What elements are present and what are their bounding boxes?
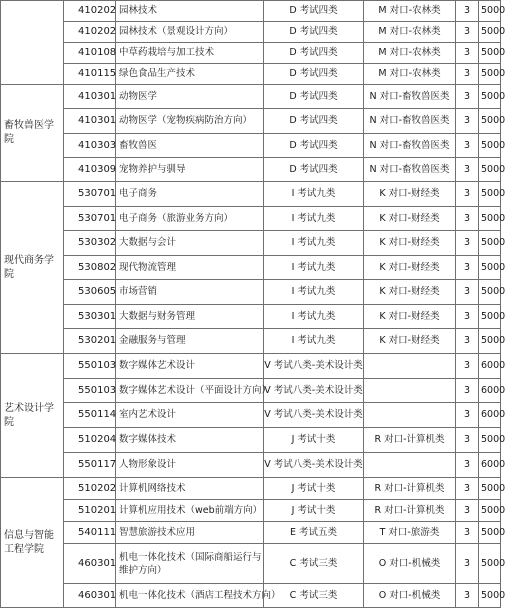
table-row <box>1 305 501 329</box>
exam-category-cell: I 考试九类 <box>264 329 364 354</box>
vocational-direction-cell: R 对口-计算机类 <box>364 428 456 453</box>
major-code-cell: 550117 <box>64 453 116 478</box>
major-code-cell: 510204 <box>64 428 116 453</box>
major-code-cell: 410202 <box>64 22 116 43</box>
tuition-fee-cell: 5000 <box>479 22 501 43</box>
department-cell: 畜牧兽医学院 <box>1 85 64 182</box>
study-years-cell: 3 <box>456 544 479 584</box>
study-years-cell: 3 <box>456 478 479 500</box>
vocational-direction-cell: M 对口-农林类 <box>364 43 456 64</box>
major-name-cell: 机电一体化技术（酒店工程技术方向） <box>116 584 264 608</box>
study-years-cell: 3 <box>456 109 479 134</box>
major-name-cell: 电子商务 <box>116 182 264 207</box>
major-name-cell: 园林技术 <box>116 1 264 22</box>
table-row <box>1 453 501 478</box>
table-row <box>1 428 501 453</box>
study-years-cell: 3 <box>456 453 479 478</box>
tuition-fee-cell: 5000 <box>479 522 501 544</box>
major-code-cell: 530701 <box>64 207 116 231</box>
major-code-cell: 530301 <box>64 305 116 329</box>
major-name-cell: 大数据与会计 <box>116 231 264 256</box>
exam-category-cell: I 考试九类 <box>264 305 364 329</box>
major-code-cell: 460301 <box>64 584 116 608</box>
tuition-fee-cell: 5000 <box>479 182 501 207</box>
study-years-cell: 3 <box>456 134 479 158</box>
vocational-direction-cell: K 对口-财经类 <box>364 231 456 256</box>
tuition-fee-cell: 5000 <box>479 256 501 280</box>
tuition-fee-cell: 5000 <box>479 1 501 22</box>
tuition-fee-cell: 5000 <box>479 329 501 354</box>
major-name-cell: 中草药栽培与加工技术 <box>116 43 264 64</box>
major-code-cell: 410202 <box>64 1 116 22</box>
major-name-cell: 计算机应用技术（web前端方向） <box>116 500 264 522</box>
table-row <box>1 403 501 428</box>
tuition-fee-cell: 5000 <box>479 64 501 85</box>
exam-category-cell: D 考试四类 <box>264 1 364 22</box>
study-years-cell: 3 <box>456 256 479 280</box>
exam-category-cell: J 考试十类 <box>264 428 364 453</box>
study-years-cell: 3 <box>456 182 479 207</box>
major-code-cell: 540111 <box>64 522 116 544</box>
vocational-direction-cell: K 对口-财经类 <box>364 280 456 305</box>
study-years-cell: 3 <box>456 329 479 354</box>
study-years-cell: 3 <box>456 584 479 608</box>
study-years-cell: 3 <box>456 43 479 64</box>
major-code-cell: 530302 <box>64 231 116 256</box>
table-row <box>1 207 501 231</box>
exam-category-cell: V 考试八类-美术设计类 <box>264 354 364 379</box>
major-code-cell: 530605 <box>64 280 116 305</box>
tuition-fee-cell: 5000 <box>479 231 501 256</box>
major-code-cell: 410108 <box>64 43 116 64</box>
study-years-cell: 3 <box>456 428 479 453</box>
tuition-fee-cell: 5000 <box>479 158 501 182</box>
vocational-direction-cell: N 对口-畜牧兽医类 <box>364 85 456 109</box>
vocational-direction-cell: N 对口-畜牧兽医类 <box>364 158 456 182</box>
study-years-cell: 3 <box>456 280 479 305</box>
exam-category-cell: D 考试四类 <box>264 64 364 85</box>
study-years-cell: 3 <box>456 354 479 379</box>
tuition-fee-cell: 5000 <box>479 544 501 584</box>
vocational-direction-cell: M 对口-农林类 <box>364 64 456 85</box>
vocational-direction-cell: N 对口-畜牧兽医类 <box>364 134 456 158</box>
exam-category-cell: E 考试五类 <box>264 522 364 544</box>
vocational-direction-cell: K 对口-财经类 <box>364 329 456 354</box>
exam-category-cell: J 考试十类 <box>264 478 364 500</box>
vocational-direction-cell <box>364 453 456 478</box>
tuition-fee-cell: 5000 <box>479 207 501 231</box>
major-code-cell: 460301 <box>64 544 116 584</box>
exam-category-cell: C 考试三类 <box>264 584 364 608</box>
vocational-direction-cell: K 对口-财经类 <box>364 256 456 280</box>
major-code-cell: 550114 <box>64 403 116 428</box>
study-years-cell: 3 <box>456 379 479 403</box>
exam-category-cell: C 考试三类 <box>264 544 364 584</box>
study-years-cell: 3 <box>456 158 479 182</box>
vocational-direction-cell <box>364 354 456 379</box>
table-row <box>1 109 501 134</box>
vocational-direction-cell: M 对口-农林类 <box>364 22 456 43</box>
study-years-cell: 3 <box>456 500 479 522</box>
tuition-fee-cell: 5000 <box>479 85 501 109</box>
tuition-fee-cell: 5000 <box>479 280 501 305</box>
vocational-direction-cell: K 对口-财经类 <box>364 305 456 329</box>
tuition-fee-cell: 5000 <box>479 109 501 134</box>
major-name-cell: 金融服务与管理 <box>116 329 264 354</box>
major-code-cell: 530701 <box>64 182 116 207</box>
major-code-cell: 410303 <box>64 134 116 158</box>
exam-category-cell: D 考试四类 <box>264 134 364 158</box>
major-name-cell: 数字媒体艺术设计（平面设计方向） <box>116 379 264 403</box>
study-years-cell: 3 <box>456 403 479 428</box>
major-code-cell: 510202 <box>64 478 116 500</box>
table-row <box>1 500 501 522</box>
tuition-fee-cell: 6000 <box>479 453 501 478</box>
table-row <box>1 158 501 182</box>
table-row <box>1 354 501 379</box>
table-row <box>1 544 501 584</box>
table-row <box>1 85 501 109</box>
table-row <box>1 522 501 544</box>
major-code-cell: 530201 <box>64 329 116 354</box>
study-years-cell: 3 <box>456 22 479 43</box>
table-row <box>1 379 501 403</box>
tuition-fee-cell: 5000 <box>479 43 501 64</box>
major-code-cell: 550103 <box>64 379 116 403</box>
study-years-cell: 3 <box>456 64 479 85</box>
table-row <box>1 64 501 85</box>
vocational-direction-cell: K 对口-财经类 <box>364 182 456 207</box>
table-row <box>1 478 501 500</box>
exam-category-cell: I 考试九类 <box>264 182 364 207</box>
tuition-fee-cell: 5000 <box>479 500 501 522</box>
major-name-cell: 绿色食品生产技术 <box>116 64 264 85</box>
major-name-cell: 数字媒体技术 <box>116 428 264 453</box>
department-cell: 信息与智能工程学院 <box>1 478 64 608</box>
major-name-cell: 大数据与财务管理 <box>116 305 264 329</box>
exam-category-cell: D 考试四类 <box>264 43 364 64</box>
table-row <box>1 43 501 64</box>
table-row <box>1 329 501 354</box>
table-row <box>1 584 501 608</box>
vocational-direction-cell: T 对口-旅游类 <box>364 522 456 544</box>
exam-category-cell: I 考试九类 <box>264 231 364 256</box>
department-cell <box>1 1 64 85</box>
exam-category-cell: V 考试八类-美术设计类 <box>264 453 364 478</box>
tuition-fee-cell: 6000 <box>479 403 501 428</box>
vocational-direction-cell: K 对口-财经类 <box>364 207 456 231</box>
major-name-cell: 动物医学（宠物疾病防治方向） <box>116 109 264 134</box>
major-name-cell: 电子商务（旅游业务方向） <box>116 207 264 231</box>
exam-category-cell: I 考试九类 <box>264 207 364 231</box>
table-row <box>1 256 501 280</box>
major-code-cell: 410301 <box>64 85 116 109</box>
major-code-cell: 410115 <box>64 64 116 85</box>
table-row <box>1 22 501 43</box>
table-row <box>1 134 501 158</box>
major-code-cell: 510201 <box>64 500 116 522</box>
tuition-fee-cell: 5000 <box>479 428 501 453</box>
exam-category-cell: I 考试九类 <box>264 280 364 305</box>
table-row <box>1 1 501 22</box>
tuition-fee-cell: 6000 <box>479 379 501 403</box>
study-years-cell: 3 <box>456 1 479 22</box>
major-name-cell: 园林技术（景观设计方向） <box>116 22 264 43</box>
major-name-cell: 畜牧兽医 <box>116 134 264 158</box>
exam-category-cell: D 考试四类 <box>264 109 364 134</box>
table-body <box>1 1 505 608</box>
exam-category-cell: D 考试四类 <box>264 158 364 182</box>
table-row <box>1 280 501 305</box>
major-name-cell: 机电一体化技术（国际商船运行与维护方向） <box>116 544 264 584</box>
major-name-cell: 宠物养护与驯导 <box>116 158 264 182</box>
major-name-cell: 动物医学 <box>116 85 264 109</box>
major-code-cell: 410301 <box>64 109 116 134</box>
department-cell: 现代商务学院 <box>1 182 64 354</box>
study-years-cell: 3 <box>456 305 479 329</box>
vocational-direction-cell: N 对口-畜牧兽医类 <box>364 109 456 134</box>
study-years-cell: 3 <box>456 85 479 109</box>
major-code-cell: 530802 <box>64 256 116 280</box>
tuition-fee-cell: 5000 <box>479 134 501 158</box>
exam-category-cell: V 考试八类-美术设计类 <box>264 379 364 403</box>
major-name-cell: 现代物流管理 <box>116 256 264 280</box>
exam-category-cell: J 考试十类 <box>264 500 364 522</box>
vocational-direction-cell: R 对口-计算机类 <box>364 500 456 522</box>
vocational-direction-cell: O 对口-机械类 <box>364 584 456 608</box>
vocational-direction-cell: M 对口-农林类 <box>364 1 456 22</box>
tuition-fee-cell: 5000 <box>479 478 501 500</box>
exam-category-cell: I 考试九类 <box>264 256 364 280</box>
major-name-cell: 计算机网络技术 <box>116 478 264 500</box>
exam-category-cell: D 考试四类 <box>264 85 364 109</box>
major-name-cell: 人物形象设计 <box>116 453 264 478</box>
department-cell: 艺术设计学院 <box>1 354 64 478</box>
exam-category-cell: D 考试四类 <box>264 22 364 43</box>
study-years-cell: 3 <box>456 231 479 256</box>
vocational-direction-cell: O 对口-机械类 <box>364 544 456 584</box>
vocational-direction-cell <box>364 403 456 428</box>
exam-category-cell: V 考试八类-美术设计类 <box>264 403 364 428</box>
table-row <box>1 231 501 256</box>
major-code-cell: 410309 <box>64 158 116 182</box>
vocational-direction-cell <box>364 379 456 403</box>
major-code-cell: 550103 <box>64 354 116 379</box>
table-row <box>1 182 501 207</box>
study-years-cell: 3 <box>456 522 479 544</box>
study-years-cell: 3 <box>456 207 479 231</box>
tuition-fee-cell: 5000 <box>479 584 501 608</box>
tuition-fee-cell: 5000 <box>479 305 501 329</box>
major-name-cell: 室内艺术设计 <box>116 403 264 428</box>
major-name-cell: 数字媒体艺术设计 <box>116 354 264 379</box>
major-name-cell: 市场营销 <box>116 280 264 305</box>
major-name-cell: 智慧旅游技术应用 <box>116 522 264 544</box>
vocational-direction-cell: R 对口-计算机类 <box>364 478 456 500</box>
tuition-fee-cell: 6000 <box>479 354 501 379</box>
